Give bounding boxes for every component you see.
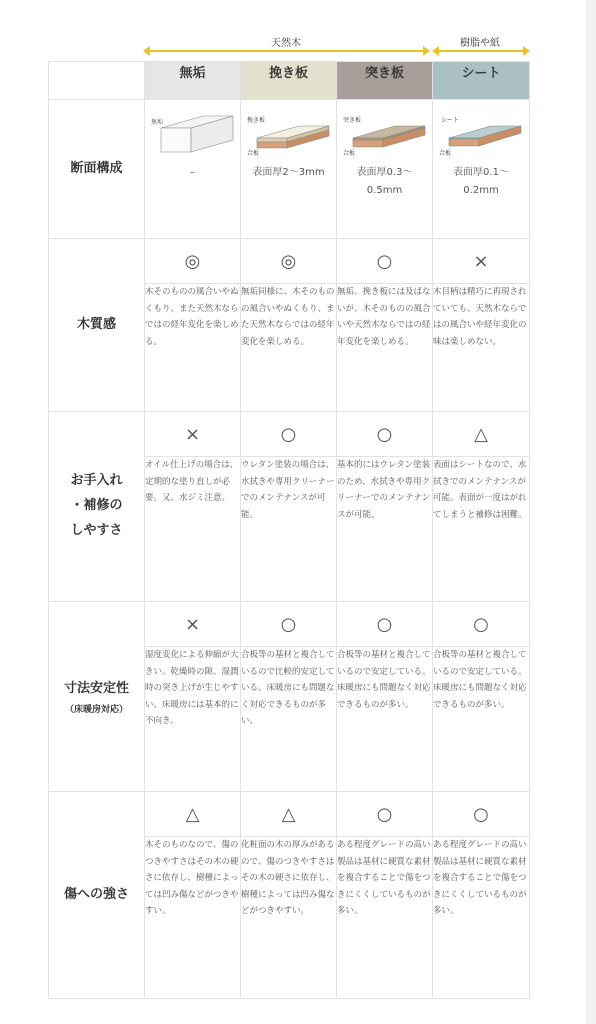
section-cell-sawn [241,100,337,239]
description-cell: 湿度変化による伸縮が大きい。乾燥時の隙、湿潤時の突き上げが生じやすい。床暖房には基本的に不向き。 [145,647,241,792]
rating-cell [241,412,337,457]
triangle-icon: △ [185,803,200,825]
double-circle-icon: ◎ [184,250,201,272]
circle-icon: ○ [376,250,393,272]
rating-cell [337,792,433,837]
section-cell-sliced [337,100,433,239]
row-label-line: 寸法安定性 [63,680,129,696]
circle-icon: ○ [376,423,393,445]
cross-icon: × [184,423,201,445]
section-cell-solid [145,100,241,239]
row-label-line: しやすさ [70,522,123,538]
rating-cell [337,412,433,457]
rating-cell [241,602,337,647]
circle-icon: ○ [376,803,393,825]
thickness-sheet-2: 0.2mm [463,185,499,196]
thickness-sliced-2: 0.5mm [366,185,403,196]
header-solid-wood: 無垢 [145,62,241,100]
description-cell: 木目柄は精巧に再現されていても、天然木ならではの風合いや経年変化の味は楽しめない。 [433,284,530,412]
symbol-row-wood-texture [49,239,530,284]
circle-icon: ○ [280,613,297,635]
description-cell: ある程度グレードの高い製品は基材に硬質な素材を複合することで傷をつきにくくしているものが多い。 [433,837,530,999]
thickness-sawn: 表面厚2〜3mm [252,167,325,178]
row-label-maintenance [49,412,145,602]
triangle-icon: △ [474,423,488,445]
description-cell: 合板等の基材と複合しているので安定している。床暖房にも問題なく対応できるものが多い。 [337,647,433,792]
description-cell: 合板等の基材と複合しているので安定している。床暖房にも問題なく対応できるものが多い。 [433,647,530,792]
header-sawn-veneer: 挽き板 [241,62,337,100]
natural-wood-arrow [145,50,428,52]
row-label-section: 断面構成 [49,100,145,239]
scrollbar[interactable] [586,0,596,1024]
flooring-comparison-table [48,61,530,999]
description-cell: 無垢、挽き板には及ばないが、木そのものの風合いや天然木ならではの経年変化を楽しめる。 [337,284,433,412]
circle-icon: ○ [376,613,393,635]
description-cell: 表面はシートなので、水拭きでのメンテナンスが可能。表面が一度はがれてしまうと補修は困難。 [433,457,530,602]
row-label-scratch-resistance [49,792,145,999]
cross-icon: × [184,613,201,635]
description-cell: 木そのものの風合いやぬくもり、また天然木ならではの経年変化を楽しめる。 [145,284,241,412]
cross-icon: × [473,250,489,272]
symbol-row-maintenance [49,412,530,457]
row-label-line: お手入れ [70,473,123,489]
description-cell: 基本的にはウレタン塗装のため、水拭きや専用クリーナーでのメンテナンスが可能。 [337,457,433,602]
natural-wood-label: 天然木 [271,38,301,49]
header-row [49,62,530,100]
resin-paper-label: 樹脂や紙 [460,38,500,49]
symbol-row-dimensional-stability [49,602,530,647]
header-sliced-veneer: 突き板 [337,62,433,100]
section-top-label: 挽き板 [246,117,265,124]
resin-paper-arrow [434,50,528,52]
section-bottom-label: 合板 [246,150,259,156]
circle-icon: ○ [280,423,297,445]
section-bottom-label: 合板 [342,150,355,156]
rating-cell [145,792,241,837]
row-label-wood-texture [49,239,145,412]
description-cell: ウレタン塗装の場合は、水拭きや専用クリーナーでのメンテナンスが可能。 [241,457,337,602]
thickness-sliced-1: 表面厚0.3〜 [356,167,413,178]
section-row [49,100,530,239]
description-cell: オイル仕上げの場合は、定期的な塗り直しが必要。又、水ジミ注意。 [145,457,241,602]
section-top-label: シート [441,117,460,124]
section-bottom-label: 合板 [439,150,452,156]
description-cell: 木そのものなので、傷のつきやすさはその木の硬さに依存し、樹種によっては凹み傷などがつきやすい。 [145,837,241,999]
sliced-veneer-cross-section-icon [343,112,427,156]
rating-cell [337,602,433,647]
description-cell: 無垢同様に、木そのものの風合いやぬくもり、また天然木ならではの経年変化を楽しめる。 [241,284,337,412]
description-cell: ある程度グレードの高い製品は基材に硬質な素材を複合することで傷をつきにくくしているものが多い。 [337,837,433,999]
description-cell: 化粧面の木の厚みがあるので、傷のつきやすさはその木の硬さに依存し、樹種によっては凹み傷などがつきやすい。 [241,837,337,999]
rating-cell [433,412,530,457]
circle-icon: ○ [473,613,489,635]
solid-wood-cross-section-icon [151,112,235,156]
thickness-sheet-1: 表面厚0.1〜 [453,167,509,178]
rating-cell [145,412,241,457]
double-circle-icon: ◎ [280,250,297,272]
row-label-line: 木質感 [76,316,116,332]
rating-cell [433,792,530,837]
header-sheet: シート [433,62,530,100]
sawn-veneer-cross-section-icon [247,112,331,156]
circle-icon: ○ [473,803,489,825]
row-label-line: ・補修の [70,498,123,514]
header-corner [49,62,145,100]
rating-cell [241,239,337,284]
section-top-label: 無垢 [150,119,163,126]
rating-cell [241,792,337,837]
sheet-cross-section-icon [439,112,523,156]
symbol-row-scratch-resistance [49,792,530,837]
row-label-sub: （床暖房対応） [64,705,128,716]
thickness-solid: – [190,167,195,178]
rating-cell [145,602,241,647]
rating-cell [145,239,241,284]
section-top-label: 突き板 [342,117,361,124]
rating-cell [433,602,530,647]
row-label-dimensional-stability [49,602,145,792]
rating-cell [433,239,530,284]
rating-cell [337,239,433,284]
category-arrows [145,34,528,62]
row-label-line: 傷への強さ [63,886,129,902]
triangle-icon: △ [281,803,296,825]
description-cell: 合板等の基材と複合しているので比較的安定している。床暖房にも問題なく対応できるものが多い。 [241,647,337,792]
section-cell-sheet [433,100,530,239]
